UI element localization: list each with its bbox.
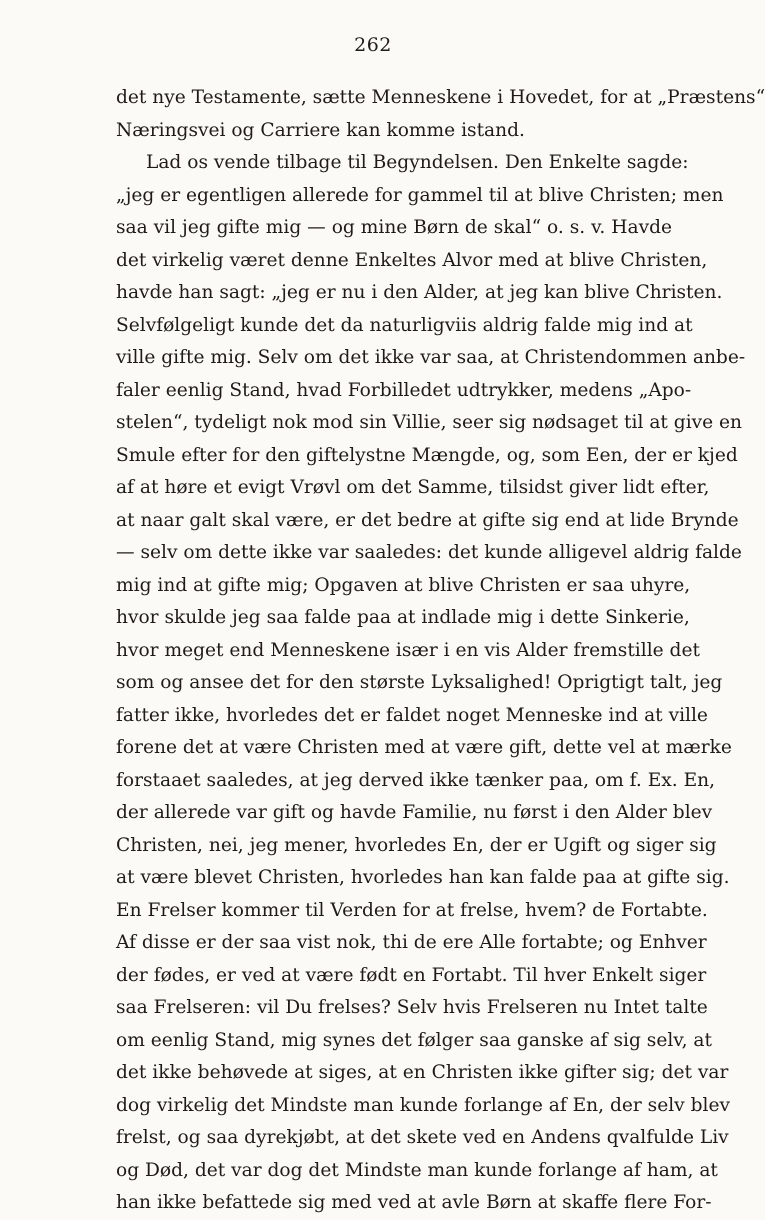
text-line: det nye Testamente, sætte Menneskene i Hovedet, for at „Præstens“ [116,87,765,108]
text-line: der allerede var gift og havde Familie, nu først i den Alder blev [116,802,713,823]
text-line: der fødes, er ved at være født en Fortabt. Til hver Enkelt siger [116,964,707,986]
text-line: dog virkelig det Mindste man kunde forlange af En, der selv blev [116,1094,730,1116]
body-text [116,82,765,1220]
text-line: Lad os vende tilbage til Begyndelsen. Den Enkelte sagde: [146,152,689,173]
text-line: havde han sagt: „jeg er nu i den Alder, at jeg kan blive Christen. [116,282,723,303]
text-line: om eenlig Stand, mig synes det følger saa ganske af sig selv, at [116,1029,712,1051]
text-line: hvor skulde jeg saa falde paa at indlade mig i dette Sinkerie, [116,607,690,628]
text-line: forstaaet saaledes, at jeg derved ikke tænker paa, om f. Ex. En, [116,769,716,791]
text-line: „jeg er egentligen allerede for gammel til at blive Christen; men [116,184,724,206]
text-line: Af disse er der saa vist nok, thi de ere Alle fortabte; og Enhver [116,932,707,953]
text-line: stelen“, tydeligt nok mod sin Villie, seer sig nødsaget til at give en [116,412,743,433]
text-line: frelst, og saa dyrekjøbt, at det skete ved en Andens qvalfulde Liv [116,1127,729,1148]
page-number: 262 [354,34,392,56]
text-line: at naar galt skal være, er det bedre at gifte sig end at lide Brynde [116,509,739,531]
text-line: Selvfølgeligt kunde det da naturligviis aldrig falde mig ind at [116,314,693,336]
text-line: saa vil jeg gifte mig — og mine Børn de skal“ o. s. v. Havde [116,217,672,238]
text-line: det virkelig været denne Enkeltes Alvor med at blive Christen, [116,249,708,271]
text-line: Christen, nei, jeg mener, hvorledes En, der er Ugift og siger sig [116,834,717,856]
text-line: — selv om dette ikke var saaledes: det kunde alligevel aldrig falde [116,542,742,563]
text-line: forene det at være Christen med at være gift, dette vel at mærke [116,737,732,758]
text-line: fatter ikke, hvorledes det er faldet noget Menneske ind at ville [116,704,708,726]
text-line: Næringsvei og Carriere kan komme istand. [116,119,525,141]
text-line: saa Frelseren: vil Du frelses? Selv hvis Frelseren nu Intet talte [116,997,708,1018]
text-line: at være blevet Christen, hvorledes han kan falde paa at gifte sig. [116,867,730,888]
text-line: Smule efter for den giftelystne Mængde, og, som Een, der er kjed [116,444,738,466]
text-line: hvor meget end Menneskene især i en vis Alder fremstille det [116,639,700,661]
text-line: af at høre et evigt Vrøvl om det Samme, tilsidst giver lidt efter, [116,477,710,498]
text-line: det ikke behøvede at siges, at en Christen ikke gifter sig; det var [116,1062,729,1083]
text-line: og Død, det var dog det Mindste man kunde forlange af ham, at [116,1159,718,1181]
text-line: mig ind at gifte mig; Opgaven at blive Christen er saa uhyre, [116,574,691,596]
text-line: En Frelser kommer til Verden for at frelse, hvem? de Fortabte. [116,899,708,921]
text-line: han ikke befattede sig med ved at avle Børn at skaffe flere For- [116,1192,712,1213]
text-line: ville gifte mig. Selv om det ikke var saa, at Christendommen anbe- [116,347,746,368]
text-line: som og ansee det for den største Lyksalighed! Oprigtigt talt, jeg [116,672,723,693]
text-line: faler eenlig Stand, hvad Forbilledet udtrykker, medens „Apo- [116,379,692,401]
